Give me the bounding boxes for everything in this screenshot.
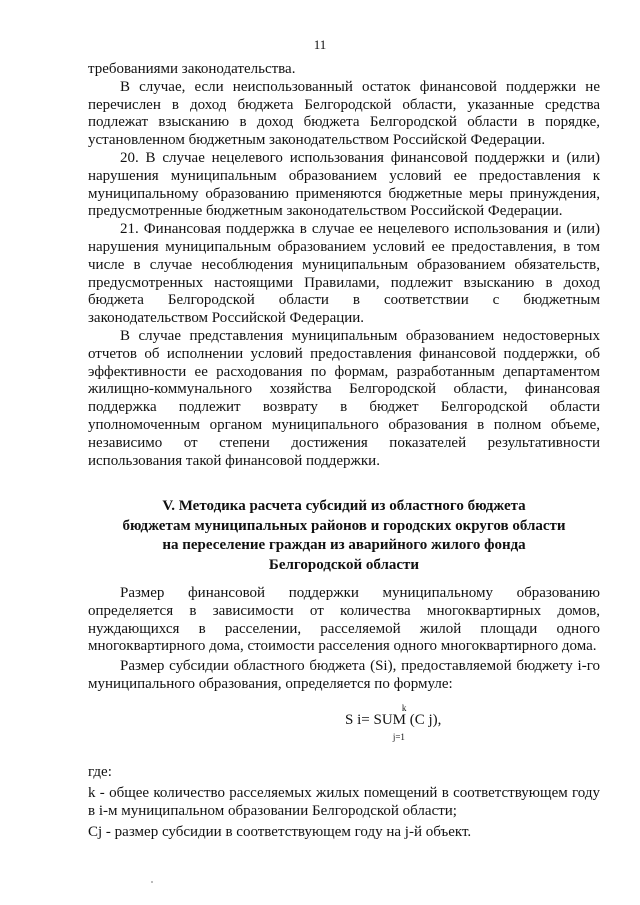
section-heading (88, 497, 600, 575)
paragraph: где: (88, 764, 112, 780)
page-number: 11 (313, 37, 327, 52)
heading-line: Белгородской области (268, 556, 420, 573)
paragraph: 20. В случае нецелевого использования финансовой поддержки и (или) нарушения муниципальным образованием условий ее предоставления к муниципальному образованию применяются бюджетные меры принуждения, предусмотренные бюджетным законодательством Российской Федерации. (88, 149, 600, 220)
formula-rest: M (C j), (392, 712, 442, 728)
paragraph: Размер финансовой поддержки муниципальному образованию определяется в зависимости от количества многоквартирных домов, нуждающихся в расселении, расселяемой жилой площади одного многоквартирного дома, стоимости расселения одного многоквартирного дома. (88, 585, 600, 655)
body-top (88, 61, 600, 470)
paragraph: В случае представления муниципальным образованием недостоверных отчетов об исполнении условий предоставления финансовой поддержки, об эффективности ее расходования по формам, разработанным департаментом жилищно-коммунального хозяйства Белгородской области, финансовая поддержка подлежит возврату в бюджет Белгородской области уполномоченным органом муниципального образования в полном объеме, независимо от степени достижения показателей результативности использования такой финансовой поддержки. (88, 327, 600, 469)
paragraph: Размер субсидии областного бюджета (Si), предоставляемой бюджету i-го муниципального образования, определяется по формуле: (88, 658, 600, 692)
paragraph: требованиями законодательства. (88, 61, 296, 77)
scan-speck (151, 881, 153, 883)
paragraph: Cj - размер субсидии в соответствующем году на j-й объект. (88, 824, 472, 841)
sum-lower-limit: j=1 (392, 732, 405, 742)
sum-upper-limit: k (401, 703, 407, 713)
heading-line: на переселение граждан из аварийного жилого фонда (162, 537, 526, 554)
formula-lhs: S i= S (345, 712, 382, 728)
paragraph: k - общее количество расселяемых жилых помещений в соответствующем году в i-м муниципальном образовании Белгородской области; (88, 784, 600, 819)
body-bottom (88, 764, 600, 842)
body-mid (88, 585, 600, 694)
paragraph: 21. Финансовая поддержка в случае ее нецелевого использования и (или) нарушения муниципальным образованием условий ее предоставления, в том числе в случае несоблюдения муниципальным образованием обязательств, предусмотренных настоящими Правилами, подлежит взысканию в доход бюджета Белгородской области в соответствии с бюджетным законодательством Российской Федерации. (88, 221, 600, 327)
sum-letter: U (381, 712, 393, 728)
heading-line: бюджетам муниципальных районов и городских округов области (122, 517, 566, 534)
paragraph: В случае, если неиспользованный остаток финансовой поддержки не перечислен в доход бюджета Белгородской области, указанные средства подлежат взысканию в доход бюджета Белгородской области в порядке, установленном бюджетным законодательством Российской Федерации. (88, 78, 600, 149)
sum-symbol (381, 703, 407, 742)
heading-line: V. Методика расчета субсидий из областного бюджета (162, 498, 526, 514)
formula (345, 703, 442, 742)
